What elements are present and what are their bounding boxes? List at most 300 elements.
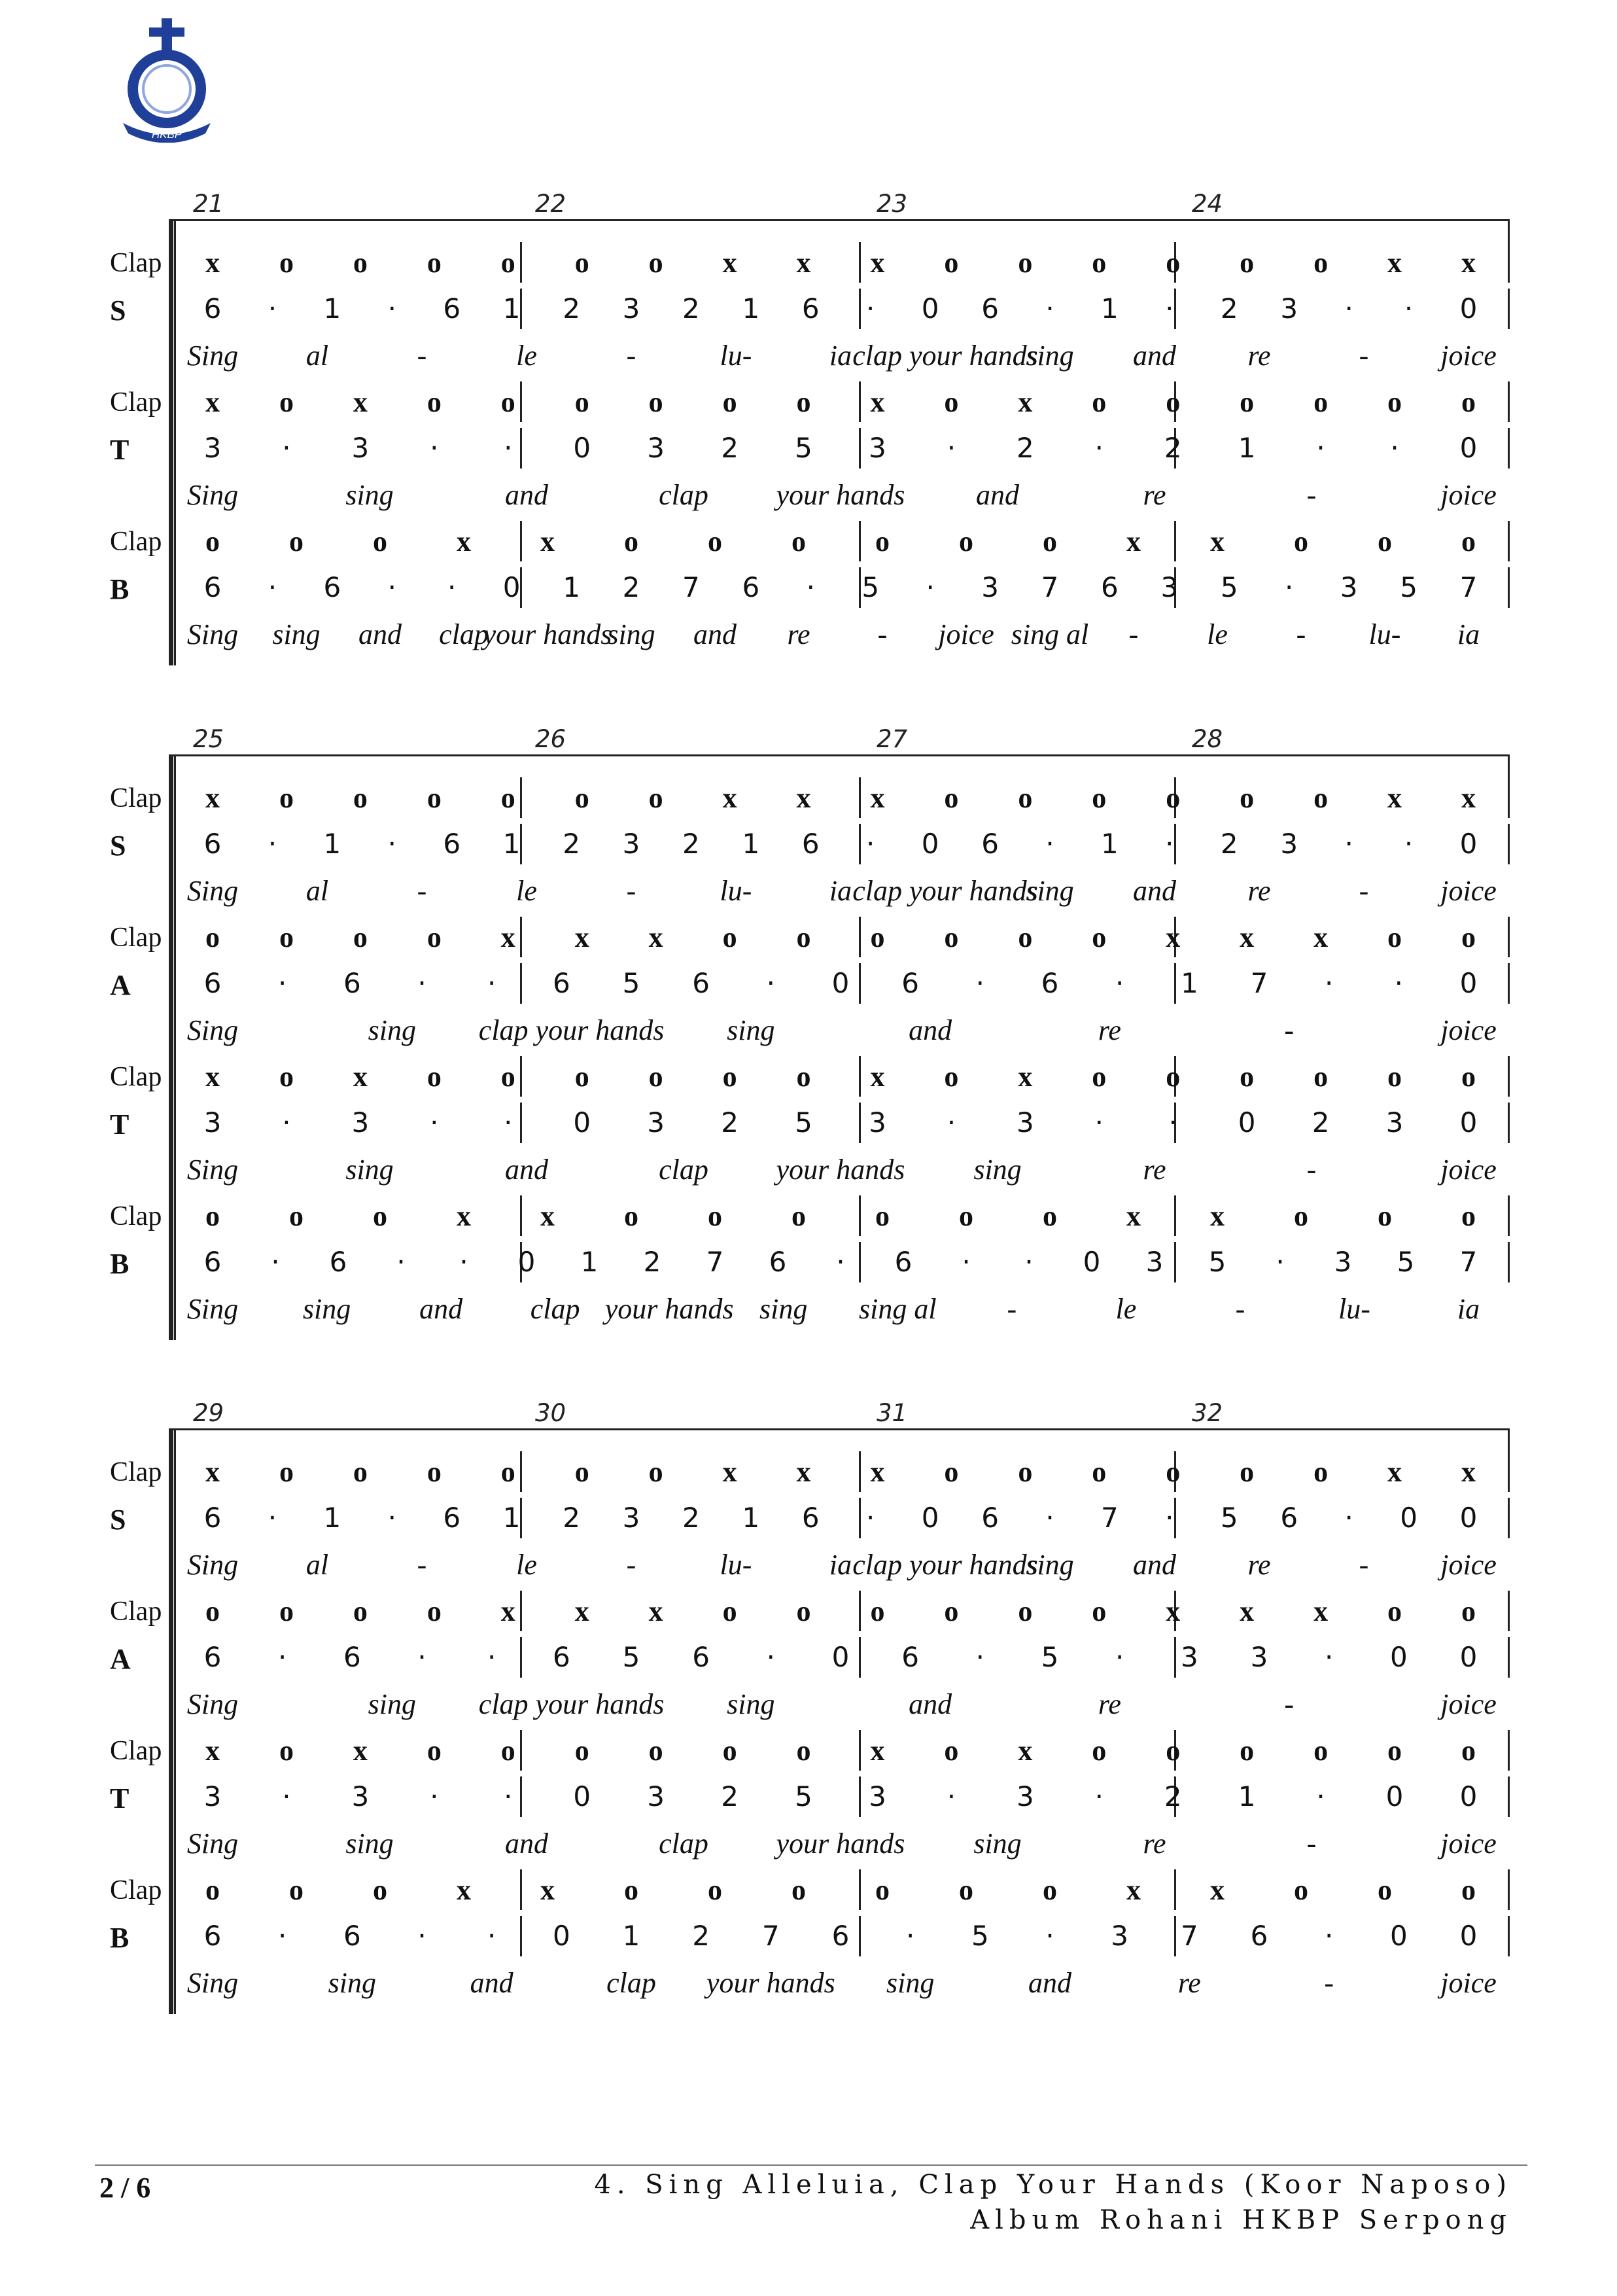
barline-end bbox=[1508, 521, 1510, 561]
note-digit: 6 bbox=[552, 967, 570, 999]
barline bbox=[520, 1195, 522, 1236]
lyric-syllable: - bbox=[1359, 340, 1369, 372]
note-digit: 3 bbox=[1160, 571, 1179, 603]
clap-mark: o bbox=[870, 921, 885, 953]
clap-mark: o bbox=[353, 247, 368, 279]
lyric-syllable: clap bbox=[606, 1967, 656, 1999]
note-digit: · bbox=[947, 432, 956, 464]
clap-mark: o bbox=[1092, 386, 1107, 418]
note-digit: · bbox=[1024, 1246, 1034, 1278]
lyric-syllable: sing al bbox=[1011, 618, 1089, 650]
lyric-syllable: joice bbox=[1440, 1688, 1497, 1720]
note-digit: 1 bbox=[622, 1920, 640, 1952]
clap-mark: o bbox=[205, 1200, 220, 1232]
barline bbox=[520, 1776, 522, 1817]
lyric-syllable: - bbox=[1007, 1293, 1017, 1325]
lyric-syllable: joice bbox=[1440, 1014, 1497, 1046]
clap-mark: o bbox=[648, 1061, 663, 1093]
note-digit: 0 bbox=[1459, 1780, 1478, 1812]
clap-mark: o bbox=[279, 782, 294, 814]
lyric-syllable: sing bbox=[272, 618, 321, 650]
note-digit: 6 bbox=[203, 1641, 222, 1673]
lyric-syllable: re bbox=[1177, 1967, 1201, 1999]
measure-number: 24 bbox=[1192, 190, 1223, 218]
lyric-syllable: sing al bbox=[858, 1293, 937, 1325]
clap-mark: o bbox=[722, 1061, 737, 1093]
clap-mark: x bbox=[1166, 1595, 1181, 1627]
note-digit: 2 bbox=[1220, 828, 1238, 860]
note-digit: · bbox=[430, 1780, 439, 1812]
lyric-syllable: sing bbox=[973, 1154, 1022, 1186]
clap-mark: x bbox=[796, 247, 811, 279]
lyric-syllable: clap your hands bbox=[478, 1014, 665, 1046]
barline-end bbox=[1508, 963, 1510, 1004]
note-digit: · bbox=[268, 1502, 277, 1534]
footer-divider bbox=[95, 2164, 1527, 2166]
barline bbox=[859, 1242, 861, 1282]
clap-mark: x bbox=[796, 1456, 811, 1488]
system-start-barline bbox=[174, 1428, 176, 2014]
clap-mark: x bbox=[1240, 921, 1255, 953]
note-digit: 6 bbox=[203, 967, 222, 999]
note-digit: 5 bbox=[622, 967, 640, 999]
lyric-syllable: your hands bbox=[483, 618, 612, 650]
clap-mark: o bbox=[574, 386, 589, 418]
system-end-barline bbox=[1508, 219, 1510, 245]
clap-mark: o bbox=[796, 386, 811, 418]
system-top-line bbox=[169, 219, 1508, 221]
lyric-syllable: sing bbox=[345, 1828, 394, 1860]
clap-mark: x bbox=[648, 921, 663, 953]
note-digit: · bbox=[417, 967, 426, 999]
lyric-syllable: sing bbox=[345, 1154, 394, 1186]
clap-mark: o bbox=[1461, 1061, 1476, 1093]
note-digit: 1 bbox=[323, 1502, 341, 1534]
note-digit: 0 bbox=[552, 1920, 570, 1952]
barline bbox=[859, 1056, 861, 1097]
lyric-syllable: re bbox=[1143, 1154, 1166, 1186]
barline bbox=[1174, 289, 1176, 329]
note-digit: 1 bbox=[1101, 828, 1119, 860]
clap-mark: o bbox=[426, 1456, 442, 1488]
note-digit: 2 bbox=[1220, 292, 1238, 325]
barline-end bbox=[1508, 289, 1510, 329]
note-digit: · bbox=[1324, 1920, 1334, 1952]
barline bbox=[520, 1869, 522, 1910]
lyric-syllable: and bbox=[505, 1154, 548, 1186]
lyric-syllable: - bbox=[626, 875, 636, 907]
note-digit: · bbox=[271, 1246, 280, 1278]
note-digit: 6 bbox=[343, 1920, 361, 1952]
clap-mark: x bbox=[870, 782, 885, 814]
page-number: 2 / 6 bbox=[99, 2172, 151, 2204]
clap-mark: x bbox=[1126, 525, 1141, 557]
lyric-syllable: al bbox=[305, 340, 329, 372]
note-digit: 1 bbox=[502, 292, 521, 325]
lyric-syllable: sing bbox=[302, 1293, 351, 1325]
clap-mark: o bbox=[944, 1061, 959, 1093]
note-digit: 3 bbox=[351, 432, 370, 464]
measure-number: 26 bbox=[535, 725, 566, 753]
clap-mark: o bbox=[353, 782, 368, 814]
clap-mark: x bbox=[457, 1200, 471, 1232]
lyric-syllable: ia bbox=[1457, 1293, 1480, 1325]
clap-mark: o bbox=[791, 1200, 806, 1232]
clap-mark: o bbox=[648, 1456, 663, 1488]
clap-mark: x bbox=[1126, 1874, 1141, 1906]
barline bbox=[1174, 1869, 1176, 1910]
note-digit: 2 bbox=[682, 292, 700, 325]
lyric-syllable: sing bbox=[345, 479, 394, 511]
note-digit: 3 bbox=[1180, 1641, 1198, 1673]
note-digit: 6 bbox=[203, 1502, 222, 1534]
voice-label: B bbox=[110, 573, 130, 605]
voice-label: B bbox=[110, 1922, 130, 1954]
clap-mark: x bbox=[1210, 1200, 1225, 1232]
clap-mark: o bbox=[373, 525, 387, 557]
lyric-syllable: clap your hands bbox=[852, 875, 1038, 907]
lyric-syllable: sing bbox=[368, 1688, 416, 1720]
clap-mark: o bbox=[944, 1595, 959, 1627]
voice-label: S bbox=[110, 294, 126, 327]
clap-mark: o bbox=[574, 1456, 589, 1488]
note-digit: · bbox=[277, 1641, 287, 1673]
clap-mark: o bbox=[500, 247, 515, 279]
lyric-syllable: lu- bbox=[720, 875, 752, 907]
note-digit: 0 bbox=[1459, 828, 1478, 860]
note-digit: 3 bbox=[869, 432, 886, 464]
barline-end bbox=[1508, 1916, 1510, 1956]
clap-mark: o bbox=[1461, 1595, 1476, 1627]
clap-mark: o bbox=[373, 1200, 387, 1232]
note-digit: 6 bbox=[203, 571, 222, 603]
album-name: Album Rohani HKBP Serpong bbox=[970, 2205, 1512, 2235]
note-digit: 0 bbox=[1459, 432, 1478, 464]
lyric-syllable: lu- bbox=[720, 340, 752, 372]
lyric-syllable: Sing bbox=[186, 1967, 239, 1999]
note-digit: 0 bbox=[1389, 1641, 1408, 1673]
clap-mark: x bbox=[205, 1735, 220, 1767]
clap-mark: o bbox=[959, 525, 973, 557]
clap-mark: x bbox=[205, 1456, 220, 1488]
clap-mark: o bbox=[353, 1595, 368, 1627]
note-digit: 1 bbox=[563, 571, 580, 603]
clap-mark: o bbox=[1313, 1061, 1329, 1093]
note-digit: 1 bbox=[502, 828, 521, 860]
note-digit: 0 bbox=[573, 1106, 591, 1139]
clap-mark: o bbox=[708, 1200, 722, 1232]
barline-end bbox=[1508, 824, 1510, 864]
note-digit: 0 bbox=[921, 1502, 939, 1534]
barline-end bbox=[1508, 917, 1510, 957]
voice-label: S bbox=[110, 830, 126, 862]
note-digit: 2 bbox=[682, 828, 700, 860]
barline-end bbox=[1508, 381, 1510, 422]
clap-mark: x bbox=[870, 1735, 885, 1767]
clap-mark: o bbox=[1166, 1061, 1181, 1093]
clap-mark: o bbox=[1092, 1595, 1107, 1627]
clap-mark: o bbox=[279, 247, 294, 279]
voice-label: T bbox=[110, 1108, 130, 1140]
barline-end bbox=[1508, 1591, 1510, 1631]
note-digit: · bbox=[487, 1641, 496, 1673]
note-digit: · bbox=[387, 571, 396, 603]
note-digit: 7 bbox=[1180, 1920, 1198, 1952]
note-digit: 6 bbox=[692, 967, 710, 999]
lyric-syllable: Sing bbox=[186, 1014, 239, 1046]
note-digit: 3 bbox=[622, 828, 640, 860]
clap-mark: o bbox=[279, 1061, 294, 1093]
lyric-syllable: re bbox=[1143, 1828, 1166, 1860]
clap-mark: o bbox=[1018, 782, 1033, 814]
note-digit: 0 bbox=[1459, 1641, 1478, 1673]
lyric-syllable: clap your hands bbox=[478, 1688, 665, 1720]
lyric-syllable: - bbox=[626, 1549, 636, 1581]
lyric-syllable: and bbox=[505, 1828, 548, 1860]
note-digit: 0 bbox=[831, 967, 850, 999]
lyric-syllable: lu- bbox=[720, 1549, 752, 1581]
clap-mark: o bbox=[205, 1874, 220, 1906]
clap-mark: o bbox=[944, 247, 959, 279]
barline-end bbox=[1508, 1730, 1510, 1771]
barline bbox=[1174, 1498, 1176, 1538]
clap-mark: o bbox=[1387, 1735, 1402, 1767]
clap-mark: o bbox=[426, 1595, 442, 1627]
barline bbox=[520, 1451, 522, 1492]
barline bbox=[520, 777, 522, 818]
note-digit: · bbox=[504, 1106, 513, 1139]
lyric-syllable: sing bbox=[607, 618, 655, 650]
note-digit: 6 bbox=[769, 1246, 787, 1278]
note-digit: · bbox=[1344, 292, 1353, 325]
lyric-syllable: - bbox=[1306, 1154, 1317, 1186]
note-digit: · bbox=[836, 1246, 845, 1278]
lyric-syllable: - bbox=[1306, 1828, 1317, 1860]
lyric-syllable: re bbox=[1247, 875, 1271, 907]
clap-mark: o bbox=[1387, 1595, 1402, 1627]
clap-mark: x bbox=[540, 1200, 555, 1232]
note-digit: 6 bbox=[1101, 571, 1119, 603]
system-top-line bbox=[169, 754, 1508, 756]
measure-number: 28 bbox=[1192, 725, 1223, 753]
measure-number: 32 bbox=[1192, 1399, 1223, 1427]
note-digit: 1 bbox=[580, 1246, 599, 1278]
note-digit: · bbox=[268, 292, 277, 325]
note-digit: · bbox=[975, 967, 985, 999]
lyric-syllable: ia bbox=[829, 875, 852, 907]
lyric-syllable: clap your hands bbox=[852, 1549, 1038, 1581]
lyric-syllable: ia bbox=[829, 340, 852, 372]
clap-mark: o bbox=[1378, 525, 1392, 557]
clap-mark: o bbox=[426, 1061, 442, 1093]
barline bbox=[859, 963, 861, 1004]
note-digit: · bbox=[396, 1246, 406, 1278]
note-digit: 6 bbox=[981, 828, 999, 860]
barline-end bbox=[1508, 1195, 1510, 1236]
note-digit: · bbox=[1316, 1780, 1325, 1812]
system-start-barline bbox=[169, 754, 173, 1340]
lyric-syllable: re bbox=[1098, 1688, 1121, 1720]
barline bbox=[859, 824, 861, 864]
clap-label: Clap bbox=[110, 387, 162, 417]
barline bbox=[859, 917, 861, 957]
clap-mark: x bbox=[796, 782, 811, 814]
note-digit: 0 bbox=[1400, 1502, 1417, 1534]
note-digit: 6 bbox=[742, 571, 760, 603]
lyric-syllable: and bbox=[1133, 340, 1176, 372]
barline bbox=[1174, 1637, 1176, 1678]
clap-mark: o bbox=[500, 1061, 515, 1093]
note-digit: 0 bbox=[921, 292, 939, 325]
clap-mark: x bbox=[722, 1456, 737, 1488]
note-digit: 1 bbox=[742, 828, 760, 860]
note-digit: · bbox=[1324, 967, 1334, 999]
clap-mark: o bbox=[648, 782, 663, 814]
note-digit: 7 bbox=[1101, 1502, 1119, 1534]
clap-mark: o bbox=[1461, 1200, 1476, 1232]
note-digit: · bbox=[387, 292, 396, 325]
clap-mark: o bbox=[1166, 386, 1181, 418]
clap-label: Clap bbox=[110, 1457, 162, 1487]
clap-mark: o bbox=[279, 1595, 294, 1627]
clap-mark: o bbox=[574, 1061, 589, 1093]
clap-mark: o bbox=[279, 1456, 294, 1488]
note-digit: 3 bbox=[869, 1106, 886, 1139]
note-digit: · bbox=[277, 1920, 287, 1952]
clap-mark: o bbox=[500, 1456, 515, 1488]
system-start-barline bbox=[169, 1428, 173, 2014]
clap-mark: o bbox=[426, 247, 442, 279]
measure-number: 21 bbox=[193, 190, 224, 218]
clap-mark: o bbox=[574, 247, 589, 279]
barline bbox=[859, 1916, 861, 1956]
note-digit: 6 bbox=[831, 1920, 850, 1952]
note-digit: · bbox=[1115, 967, 1124, 999]
clap-mark: o bbox=[722, 1595, 737, 1627]
barline bbox=[1174, 1916, 1176, 1956]
clap-mark: o bbox=[574, 782, 589, 814]
note-digit: 3 bbox=[981, 571, 999, 603]
clap-mark: x bbox=[205, 247, 220, 279]
barline bbox=[520, 1730, 522, 1771]
barline bbox=[1174, 1242, 1176, 1282]
clap-mark: o bbox=[959, 1200, 973, 1232]
clap-mark: o bbox=[500, 386, 515, 418]
note-digit: 6 bbox=[443, 1502, 461, 1534]
clap-label: Clap bbox=[110, 923, 162, 953]
note-digit: · bbox=[417, 1920, 426, 1952]
lyric-syllable: ia bbox=[1457, 618, 1480, 650]
note-digit: 3 bbox=[351, 1780, 370, 1812]
clap-mark: o bbox=[944, 1735, 959, 1767]
note-digit: · bbox=[282, 1106, 291, 1139]
logo-text: HKBP bbox=[151, 128, 183, 141]
voice-label: B bbox=[110, 1248, 130, 1280]
clap-label: Clap bbox=[110, 1736, 162, 1766]
note-digit: 1 bbox=[1101, 292, 1119, 325]
note-digit: · bbox=[766, 1641, 776, 1673]
clap-label: Clap bbox=[110, 1597, 162, 1627]
clap-mark: x bbox=[205, 1061, 220, 1093]
note-digit: 3 bbox=[647, 1780, 665, 1812]
clap-mark: o bbox=[708, 525, 722, 557]
clap-mark: o bbox=[1018, 921, 1033, 953]
barline-end bbox=[1508, 1103, 1510, 1143]
clap-mark: x bbox=[1461, 782, 1476, 814]
clap-mark: x bbox=[353, 1061, 368, 1093]
barline bbox=[859, 242, 861, 283]
clap-mark: o bbox=[624, 1874, 638, 1906]
note-digit: 5 bbox=[861, 571, 880, 603]
clap-mark: o bbox=[624, 525, 638, 557]
note-digit: 7 bbox=[706, 1246, 724, 1278]
clap-mark: o bbox=[1461, 921, 1476, 953]
clap-mark: x bbox=[540, 525, 555, 557]
note-digit: · bbox=[459, 1246, 468, 1278]
lyric-syllable: sing bbox=[727, 1688, 775, 1720]
system-start-barline bbox=[174, 219, 176, 665]
clap-mark: o bbox=[279, 1735, 294, 1767]
clap-mark: x bbox=[500, 1595, 515, 1627]
note-digit: 5 bbox=[1220, 1502, 1238, 1534]
barline bbox=[859, 1498, 861, 1538]
note-digit: 7 bbox=[682, 571, 700, 603]
lyric-syllable: sing bbox=[1026, 340, 1074, 372]
barline-end bbox=[1508, 1498, 1510, 1538]
barline bbox=[520, 1591, 522, 1631]
note-digit: 5 bbox=[1208, 1246, 1226, 1278]
clap-label: Clap bbox=[110, 1201, 162, 1231]
clap-mark: x bbox=[870, 386, 885, 418]
clap-mark: o bbox=[1313, 782, 1329, 814]
lyric-syllable: - bbox=[417, 1549, 427, 1581]
barline bbox=[859, 1637, 861, 1678]
clap-mark: x bbox=[722, 247, 737, 279]
note-digit: · bbox=[947, 1780, 956, 1812]
lyric-syllable: al bbox=[305, 1549, 329, 1581]
clap-mark: o bbox=[648, 386, 663, 418]
note-digit: 2 bbox=[1016, 432, 1034, 464]
lyric-syllable: your hands bbox=[776, 479, 905, 511]
barline bbox=[1174, 1195, 1176, 1236]
lyric-syllable: - bbox=[417, 875, 427, 907]
note-digit: 6 bbox=[552, 1641, 570, 1673]
note-digit: · bbox=[1165, 292, 1174, 325]
clap-mark: o bbox=[648, 1735, 663, 1767]
note-digit: · bbox=[926, 571, 935, 603]
clap-mark: x bbox=[1018, 386, 1033, 418]
clap-mark: o bbox=[944, 782, 959, 814]
note-digit: 6 bbox=[203, 1246, 222, 1278]
clap-mark: x bbox=[540, 1874, 555, 1906]
clap-mark: o bbox=[1313, 247, 1329, 279]
clap-mark: o bbox=[426, 921, 442, 953]
lyric-syllable: and bbox=[419, 1293, 463, 1325]
barline bbox=[859, 1195, 861, 1236]
note-digit: 3 bbox=[622, 292, 640, 325]
note-digit: 6 bbox=[894, 1246, 913, 1278]
note-digit: · bbox=[866, 1502, 875, 1534]
note-digit: · bbox=[282, 1780, 291, 1812]
clap-mark: o bbox=[1313, 386, 1329, 418]
clap-mark: x bbox=[574, 1595, 589, 1627]
lyric-syllable: - bbox=[1296, 618, 1306, 650]
clap-mark: o bbox=[1043, 1874, 1057, 1906]
clap-mark: x bbox=[1018, 1735, 1033, 1767]
note-digit: · bbox=[387, 828, 396, 860]
lyric-syllable: - bbox=[1359, 1549, 1369, 1581]
clap-mark: o bbox=[1018, 1456, 1033, 1488]
